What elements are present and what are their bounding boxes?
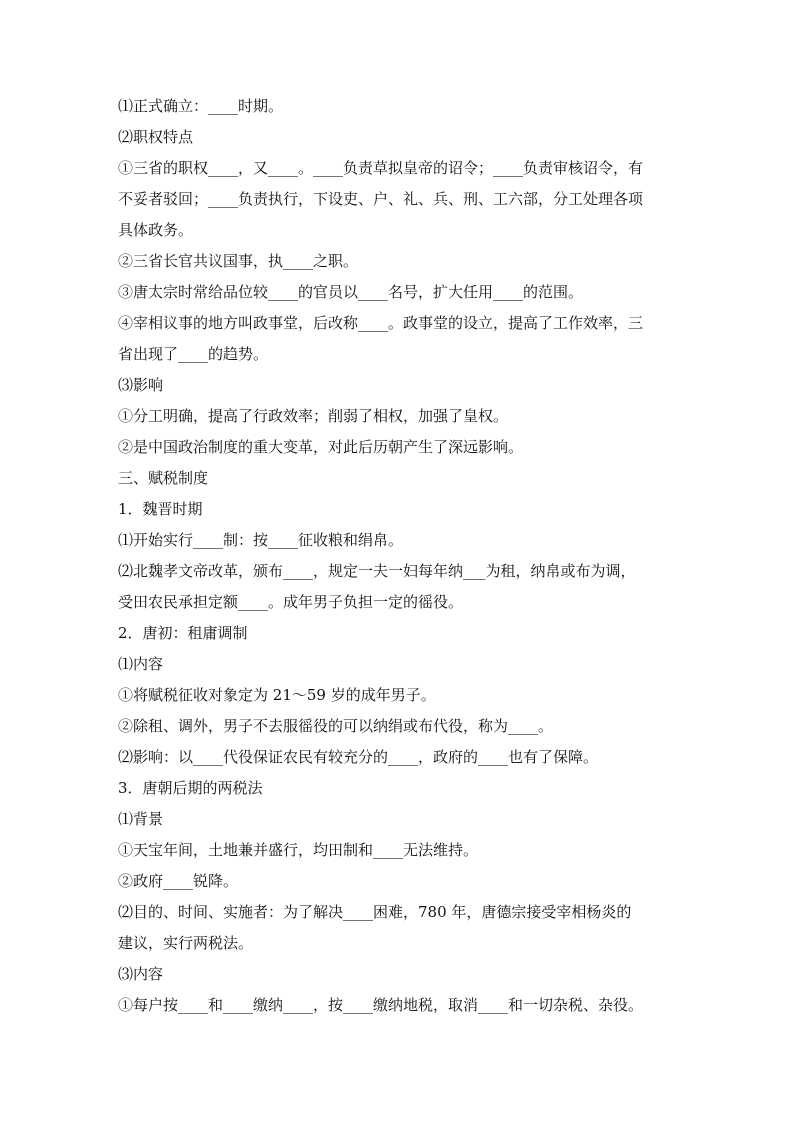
- text-line-26: ②政府____锐降。: [118, 872, 239, 890]
- text-line-24: ⑴背景: [118, 810, 164, 828]
- text-line-20: ①将赋税征收对象定为 21～59 岁的成年男子。: [118, 686, 436, 704]
- section-heading: 三、赋税制度: [118, 469, 209, 487]
- text-line-15: ⑴开始实行____制：按____征收粮和绢帛。: [118, 531, 404, 549]
- document-body: [118, 91, 678, 1021]
- text-line-5: 具体政务。: [118, 221, 194, 239]
- text-line-30: ①每户按____和____缴纳____，按____缴纳地税，取消____和一切杂税、杂役。: [118, 996, 644, 1014]
- text-line-16: ⑵北魏孝文帝改革，颁布____，规定一夫一妇每年纳___为租，纳帛或布为调，: [118, 562, 636, 580]
- text-line-8: ④宰相议事的地方叫政事堂，后改称____。政事堂的设立，提高了工作效率，三: [118, 314, 644, 332]
- text-line-29: ⑶内容: [118, 965, 164, 983]
- text-line-18: 2．唐初：租庸调制: [118, 624, 248, 642]
- text-line-19: ⑴内容: [118, 655, 164, 673]
- text-line-14: 1．魏晋时期: [118, 500, 203, 518]
- text-line-22: ⑵影响：以____代役保证农民有较充分的____，政府的____也有了保障。: [118, 748, 599, 766]
- text-line-3: ①三省的职权____，又____。____负责草拟皇帝的诏令；____负责审核诏令，有: [118, 159, 644, 177]
- text-line-12: ②是中国政治制度的重大变革，对此后历朝产生了深远影响。: [118, 438, 524, 456]
- text-line-4: 不妥者驳回；____负责执行，下设吏、户、礼、兵、刑、工六部，分工处理各项: [118, 190, 644, 208]
- text-line-11: ①分工明确，提高了行政效率；削弱了相权，加强了皇权。: [118, 407, 509, 425]
- text-line-21: ②除租、调外，男子不去服徭役的可以纳绢或布代役，称为____。: [118, 717, 554, 735]
- text-line-9: 省出现了____的趋势。: [118, 345, 269, 363]
- text-line-17: 受田农民承担定额____。成年男子负担一定的徭役。: [118, 593, 464, 611]
- text-line-28: 建议，实行两税法。: [118, 934, 254, 952]
- text-line-7: ③唐太宗时常给品位较____的官员以____名号，扩大任用____的范围。: [118, 283, 584, 301]
- text-line-25: ①天宝年间，土地兼并盛行，均田制和____无法维持。: [118, 841, 479, 859]
- text-line-23: 3．唐朝后期的两税法: [118, 779, 263, 797]
- text-line-1: ⑴正式确立：____时期。: [118, 97, 284, 115]
- text-line-27: ⑵目的、时间、实施者：为了解决____困难，780 年，唐德宗接受宰相杨炎的: [118, 903, 632, 921]
- text-line-2: ⑵职权特点: [118, 128, 194, 146]
- text-line-10: ⑶影响: [118, 376, 164, 394]
- text-line-6: ②三省长官共议国事，执____之职。: [118, 252, 359, 270]
